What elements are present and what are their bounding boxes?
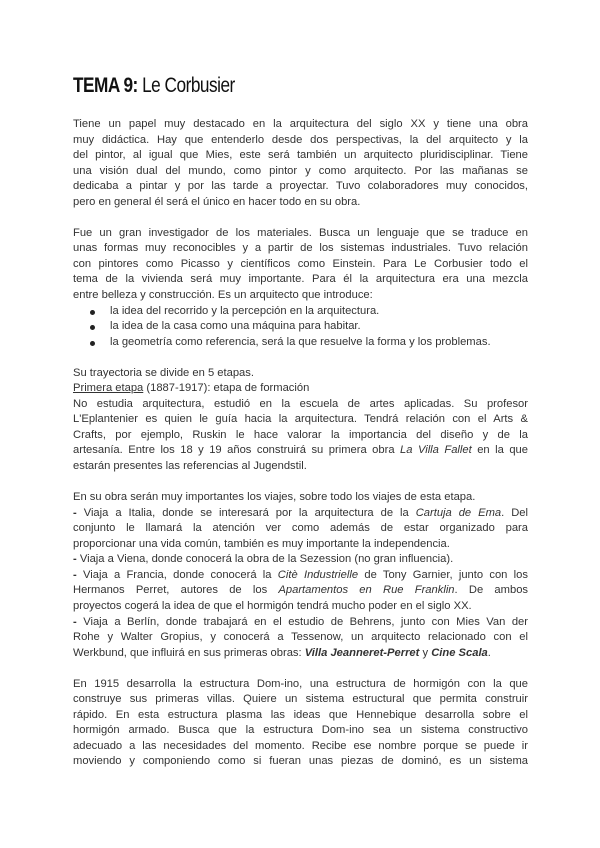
text-segment: de Tony Garnier, junto con los (358, 568, 528, 581)
text-segment: proyectos cogerá la idea de que el hormigón tendrá mucho poder en el siglo XX. (73, 599, 472, 612)
work-title: Villa Jeanneret-Perret (304, 646, 420, 659)
text-segment: la idea del recorrido y la percepción en la arquitectura. (110, 304, 380, 317)
work-title: Apartamentos en Rue Franklin (278, 584, 455, 597)
work-title: Cine Scala (431, 646, 488, 659)
text-segment: la geometría como referencia, será la que resuelve la forma y los problemas. (110, 335, 491, 348)
text-line (73, 599, 528, 615)
text-line (73, 459, 528, 475)
text-line (73, 615, 528, 631)
text-segment: Viaja a Italia, donde se interesará por la arquitectura de la (83, 506, 416, 519)
text-line (73, 164, 528, 180)
text-line (73, 521, 528, 537)
text-line (73, 630, 528, 646)
text-line (73, 428, 528, 444)
text-segment: Crafts, por ejemplo, Ruskin le hace valorar la importancia del diseño y de la (73, 428, 528, 441)
page-title (73, 74, 235, 98)
text-segment: rápido. En esta estructura plasma las ideas que Hennebique desarrolla sobre el (73, 708, 528, 721)
text-line (73, 443, 528, 459)
text-line (73, 397, 528, 413)
text-segment: artesanía. Entre los 18 y 19 años construirá su primera obra (73, 444, 401, 457)
text-segment: unas formas muy reconocibles y a partir de los sistemas industriales. Tuvo relación (73, 242, 528, 255)
text-segment: proporcionar una vida común, también es muy importante la independencia. (73, 537, 450, 550)
text-line (73, 583, 528, 599)
document-body (73, 117, 528, 786)
text-line (73, 708, 528, 724)
paragraph (73, 117, 528, 210)
text-segment: - (73, 615, 84, 628)
text-line (73, 537, 528, 553)
bullet-item (73, 335, 528, 351)
text-line (73, 552, 528, 568)
text-line (73, 148, 528, 164)
text-line (73, 133, 528, 149)
text-segment: Fue un gran investigador de los materiales. Busca un lenguaje que se traduce en (73, 226, 528, 239)
text-segment: la idea de la casa como una máquina para habitar. (110, 320, 361, 333)
bullet-item (73, 319, 528, 335)
text-line (73, 241, 528, 257)
work-title: La Villa Fallet (400, 444, 472, 457)
text-line (73, 646, 528, 662)
text-segment: - (73, 506, 84, 519)
text-line (73, 739, 528, 755)
text-line (73, 506, 528, 522)
work-title: Citè Industrielle (277, 568, 359, 581)
text-line (73, 288, 528, 304)
text-segment: hormigón armado. Busca que la estructura Dom-ino sea un sistema constructivo (73, 724, 528, 737)
text-segment: dedicaba a pintar y por las tarde a proyectar. Tuvo colaboradores muy conocidos, (73, 180, 528, 193)
text-segment: moviendo y componiendo como si fueran unas piezas de dominó, es un sistema (73, 755, 528, 768)
text-segment: Hermanos Perret, autores de los (73, 584, 279, 597)
text-segment: pero en general él será el único en hacer todo en su obra. (73, 195, 361, 208)
text-segment: Viaja a Berlín, donde trabajará en el estudio de Behrens, junto con Mies Van der (83, 615, 528, 628)
text-line (73, 381, 528, 397)
text-line (73, 195, 528, 211)
text-line (73, 272, 528, 288)
text-segment: . Del (501, 506, 528, 519)
text-segment: No estudia arquitectura, estudió en la escuela de artes aplicadas. Su profesor (73, 397, 528, 410)
text-segment: L'Eplantenier es quien le guía hacia la arquitectura. Tendrá relación con el Arts & (73, 413, 528, 426)
text-line (73, 366, 528, 382)
text-segment: Rohe y Walter Gropius, y conocerá a Tessenow, un arquitecto relacionado con el (73, 631, 528, 644)
text-line (73, 490, 528, 506)
text-segment: . De ambos (454, 584, 529, 597)
text-segment: Tiene un papel muy destacado en la arquitectura del siglo XX y tiene una obra (73, 118, 528, 130)
text-segment: Su trayectoria se divide en 5 etapas. (73, 366, 254, 379)
text-segment: (1887-1917): etapa de formación (143, 382, 310, 395)
text-segment: entre belleza y construcción. Es un arquitecto que introduce: (73, 289, 373, 302)
text-segment: en la que (471, 444, 528, 457)
text-line (73, 179, 528, 195)
text-segment: En 1915 desarrolla la estructura Dom-ino, una estructura de hormigón con la que (73, 677, 528, 690)
text-segment: - (73, 553, 80, 566)
text-segment: del pintor, al igual que Mies, este será también un arquitecto pluridisciplinar. Tiene (73, 149, 528, 162)
text-segment: . (487, 646, 491, 659)
text-segment: - (73, 568, 83, 581)
paragraph (73, 677, 528, 770)
text-line (73, 677, 528, 693)
text-segment: tema de la vivienda será muy importante. Para él la arquitectura era una mezcla (73, 273, 528, 286)
bullet-item (73, 304, 528, 320)
work-title: Cartuja de Ema (415, 506, 502, 519)
text-segment: Viaja a Viena, donde conocerá la obra de la Sezession (no gran influencia). (79, 553, 454, 566)
section-heading: Primera etapa (73, 382, 144, 395)
text-segment: conjunto le llamará la atención ver como además de estar organizado para (73, 522, 528, 535)
text-segment: estarán presentes las referencias al Jugendstil. (73, 460, 307, 473)
text-segment: En su obra serán muy importantes los viajes, sobre todo los viajes de esta etapa. (73, 491, 476, 504)
title-name: Le Corbusier (137, 74, 235, 97)
text-line (73, 257, 528, 273)
text-line (73, 226, 528, 242)
text-line (73, 568, 528, 584)
text-line (73, 412, 528, 428)
text-line (73, 692, 528, 708)
text-line (73, 723, 528, 739)
text-line (73, 117, 528, 133)
paragraph (73, 366, 528, 475)
text-segment: Viaja a Francia, donde conocerá la (83, 568, 278, 581)
text-segment: Werkbund, que influirá en sus primeras obras: (73, 646, 305, 659)
text-segment: muy didáctica. Hay que entenderlo desde dos perspectivas, la del arquitecto y la (73, 133, 528, 146)
text-segment: adecuado a las necesidades del momento. Recibe ese nombre porque se puede ir (73, 739, 528, 752)
paragraph (73, 226, 528, 350)
paragraph (73, 490, 528, 661)
text-segment: con pintores como Picasso y científicos como Einstein. Para Le Corbusier todo el (73, 257, 528, 270)
text-segment: una visión dual del mundo, como pintor y como arquitecto. Por las mañanas se (73, 164, 528, 177)
text-line (73, 754, 528, 770)
text-segment: y (419, 646, 432, 659)
title-number: TEMA 9: (73, 74, 138, 97)
text-segment: construye sus primeras villas. Quiere un sistema estructural que permita construir (73, 693, 528, 706)
